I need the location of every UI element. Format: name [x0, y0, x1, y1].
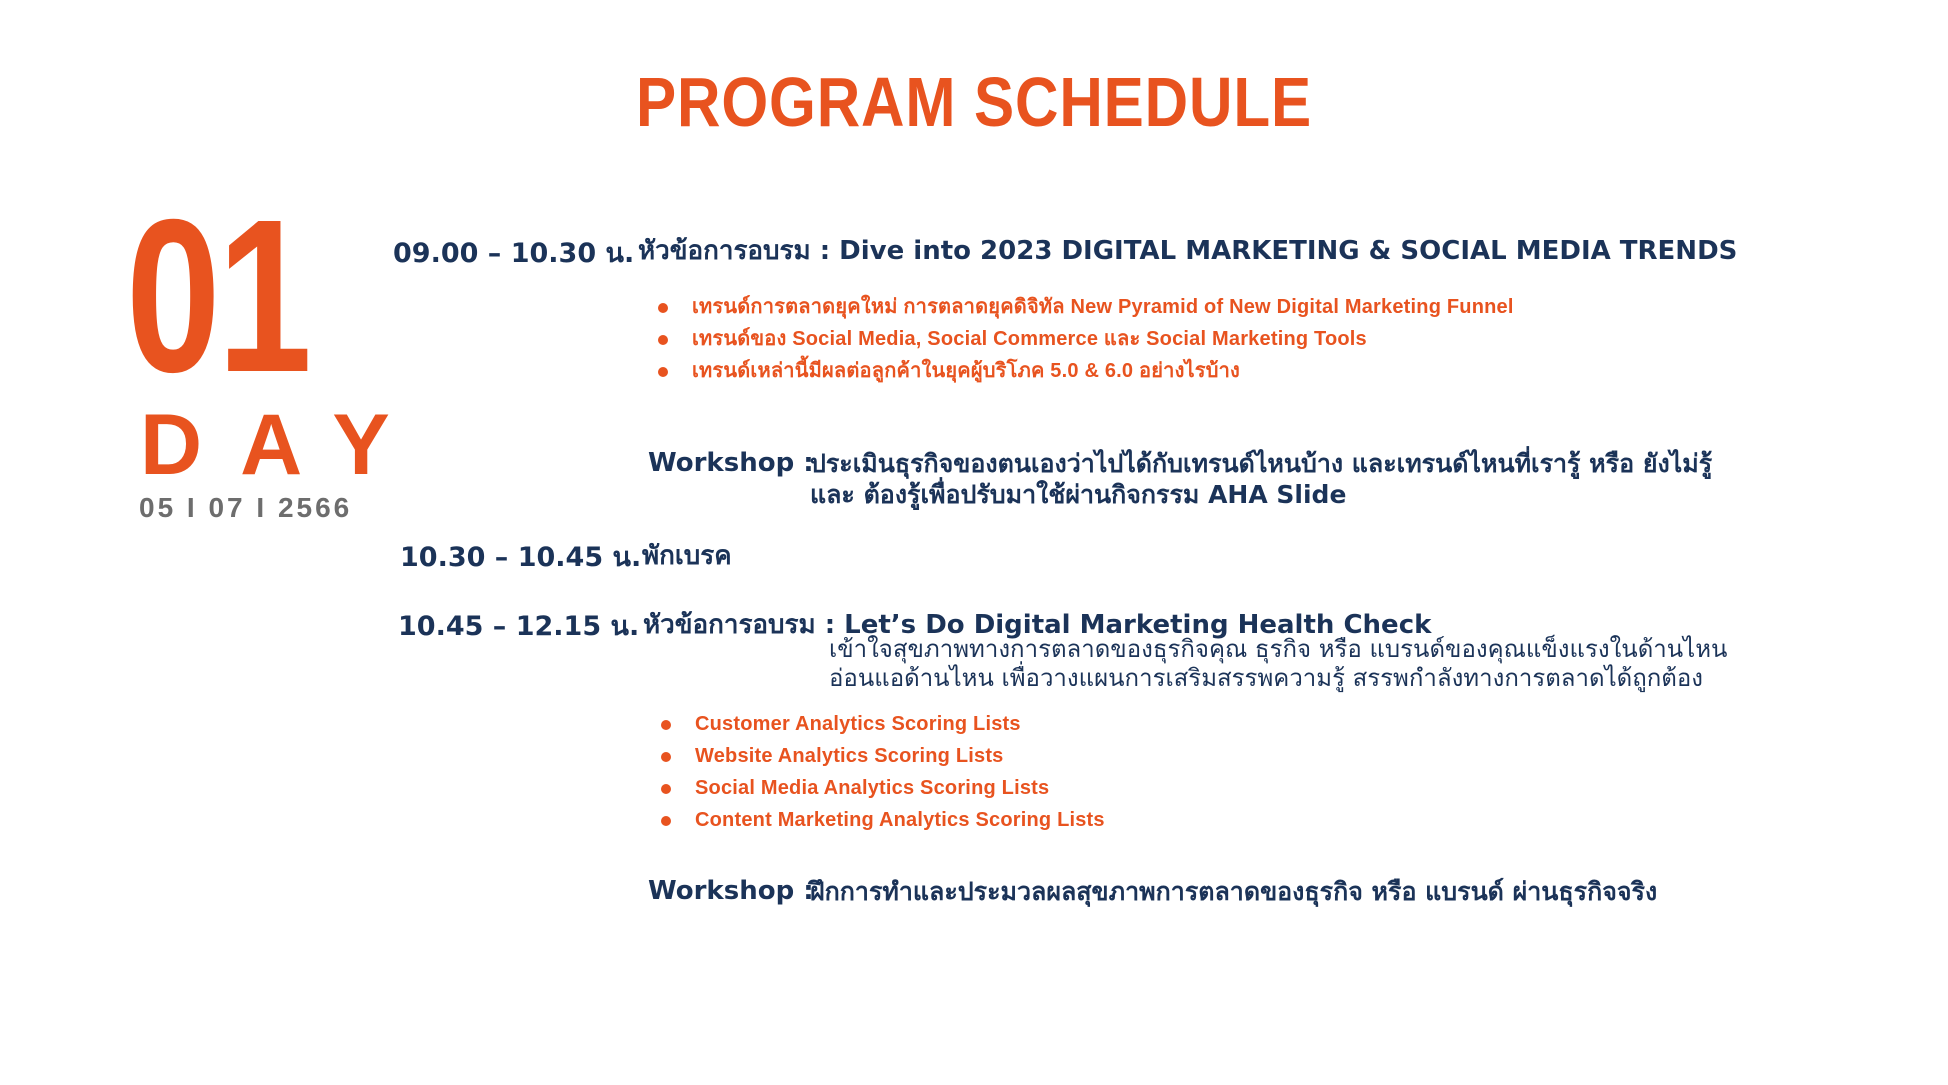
bullet-icon [658, 303, 668, 313]
workshop-line: ฝึกการทำและประมวลผลสุขภาพการตลาดของธุรกิจ หรือ แบรนด์ ผ่านธุรกิจจริง [810, 877, 1658, 906]
list-item: Customer Analytics Scoring Lists [657, 708, 1105, 740]
description-line: เข้าใจสุขภาพทางการตลาดของธุรกิจคุณ ธุรกิจ หรือ แบรนด์ของคุณแข็งแรงในด้านไหน [829, 635, 1728, 663]
list-item: Social Media Analytics Scoring Lists [657, 772, 1105, 804]
description-line: อ่อนแอด้านไหน เพื่อวางแผนการเสริมสรรพความรู้ สรรพกำลังทางการตลาดได้ถูกต้อง [829, 664, 1704, 692]
workshop-label: Workshop : [648, 876, 814, 906]
workshop-label: Workshop : [648, 448, 814, 478]
bullet-list [654, 291, 1514, 387]
session-time: 10.30 – 10.45 น. [400, 542, 642, 573]
session-time: 09.00 – 10.30 น. [393, 238, 635, 269]
list-item: Website Analytics Scoring Lists [657, 740, 1105, 772]
bullet-icon [661, 816, 671, 826]
bullet-icon [661, 784, 671, 794]
page-title: PROGRAM SCHEDULE [635, 63, 1312, 141]
session-description [829, 635, 1727, 693]
list-item: เทรนด์ของ Social Media, Social Commerce และ Social Marketing Tools [654, 323, 1514, 355]
bullet-icon [661, 720, 671, 730]
bullet-icon [658, 367, 668, 377]
session-topic: หัวข้อการอบรม : Dive into 2023 DIGITAL MARKETING & SOCIAL MEDIA TRENDS [638, 236, 1738, 266]
workshop-description [810, 448, 1712, 510]
day-label: DAY [140, 397, 428, 493]
list-item: เทรนด์การตลาดยุคใหม่ การตลาดยุคดิจิทัล New Pyramid of New Digital Marketing Funnel [654, 291, 1514, 323]
session-time: 10.45 – 12.15 น. [398, 611, 640, 642]
day-date: 05 I 07 I 2566 [139, 492, 353, 523]
session-topic: หัวข้อการอบรม : Let’s Do Digital Marketing Health Check [643, 610, 1432, 640]
list-item: Content Marketing Analytics Scoring Lists [657, 804, 1105, 836]
workshop-line: ประเมินธุรกิจของตนเองว่าไปได้กับเทรนด์ไหนบ้าง และเทรนด์ไหนที่เรารู้ หรือ ยังไม่รู้ [810, 449, 1713, 478]
bullet-icon [661, 752, 671, 762]
list-item: เทรนด์เหล่านี้มีผลต่อลูกค้าในยุคผู้บริโภค 5.0 & 6.0 อย่างไรบ้าง [654, 355, 1514, 387]
session-topic: พักเบรค [642, 541, 732, 571]
bullet-icon [658, 335, 668, 345]
day-number: 01 [126, 175, 309, 418]
workshop-line: และ ต้องรู้เพื่อปรับมาใช้ผ่านกิจกรรม AHA Slide [810, 480, 1347, 509]
bullet-list [657, 708, 1105, 836]
workshop-description [810, 876, 1657, 907]
